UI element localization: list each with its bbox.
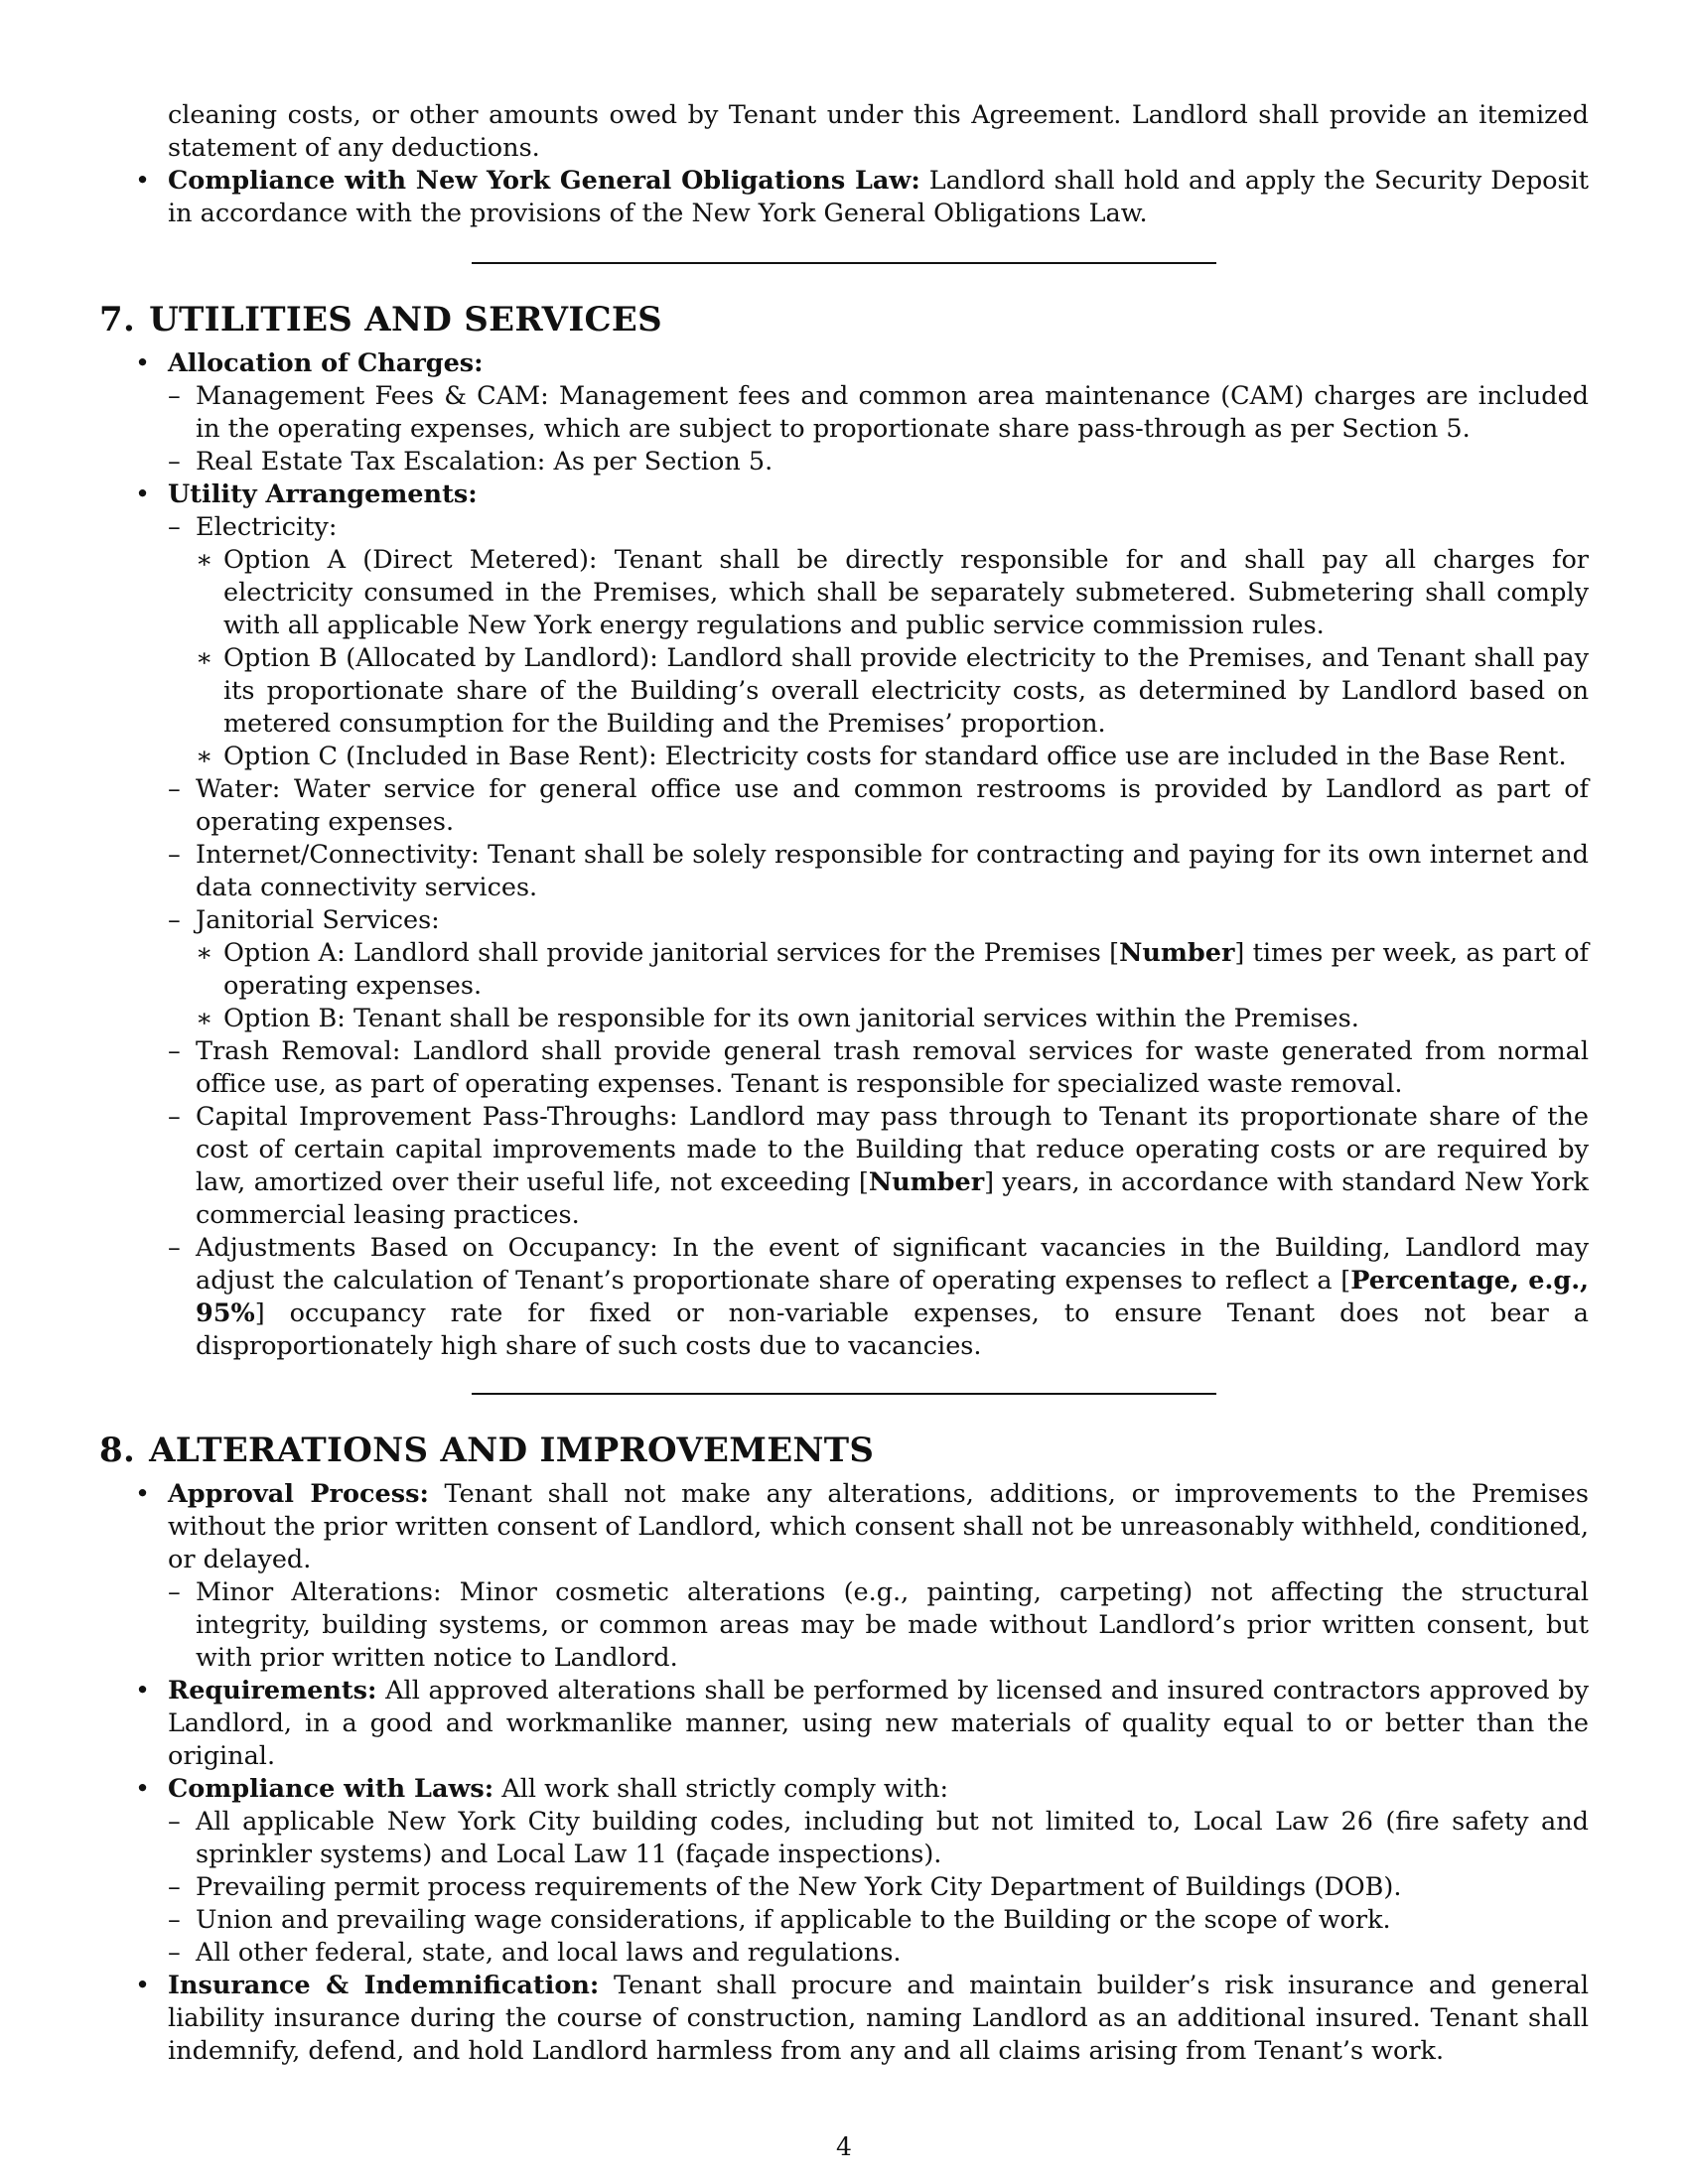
section-number: 8. xyxy=(99,1431,136,1470)
list-item xyxy=(196,937,1589,1003)
list-item: ∗ Option C (Included in Base Rent): Electricity costs for standard office use are included in the Base Rent. xyxy=(196,741,1589,773)
sub-list xyxy=(168,511,1589,1363)
sub-sub-list xyxy=(196,937,1589,1035)
item-text: Tenant shall procure and maintain builder’s risk insurance and general liability insurance during the course of construction, naming Landlord as an additional insured. Tenant shall indemnify, defend, and hold Landlord harmless from any and all claims arising from Tenant’s work. xyxy=(168,1971,1589,2066)
bold-label: Allocation of Charges: xyxy=(168,348,484,378)
list-item xyxy=(168,511,1589,773)
bold-label: Utility Arrangements: xyxy=(168,479,478,509)
item-text: ] years, in accordance with standard New York commercial leasing practices. xyxy=(196,1167,1589,1230)
list-item xyxy=(99,1478,1589,1675)
list-item xyxy=(99,1773,1589,1970)
item-text: Option A: Landlord shall provide janitorial services for the Premises [ xyxy=(223,938,1120,968)
item-text: Tenant shall not make any alterations, additions, or improvements to the Premises without the prior written consent of Landlord, which consent shall not be unreasonably withheld, conditioned, or delayed. xyxy=(168,1479,1589,1574)
item-text: All approved alterations shall be performed by licensed and insured contractors approved by Landlord, in a good and workmanlike manner, using new materials of quality equal to or better than the original. xyxy=(168,1676,1589,1771)
list-item: – Real Estate Tax Escalation: As per Section 5. xyxy=(168,446,1589,478)
list-item xyxy=(168,1232,1589,1363)
bold-label: Compliance with Laws: xyxy=(168,1774,494,1804)
list-item xyxy=(99,1970,1589,2068)
list-item xyxy=(168,1101,1589,1232)
list-item xyxy=(99,478,1589,1363)
section-7-list xyxy=(99,347,1589,1363)
bold-label: Approval Process: xyxy=(168,1479,429,1509)
page-number: 4 xyxy=(836,2132,852,2161)
section-divider xyxy=(472,1393,1216,1395)
bold-label: Compliance with New York General Obligations Law: xyxy=(168,166,920,196)
placeholder-field: Number xyxy=(868,1167,985,1197)
sub-list xyxy=(168,1576,1589,1675)
section-divider xyxy=(472,262,1216,264)
section-title: ALTERATIONS AND IMPROVEMENTS xyxy=(149,1431,875,1470)
list-item xyxy=(168,904,1589,1035)
bold-label: Insurance & Indemnification: xyxy=(168,1971,600,2000)
section-heading xyxy=(99,300,1589,340)
item-text: Landlord shall hold and apply the Security Deposit in accordance with the provisions of the New York General Obligations Law. xyxy=(168,166,1589,228)
list-item: ∗ Option A (Direct Metered): Tenant shall be directly responsible for and shall pay all charges for electricity consumed in the Premises, which shall be separately submetered. Submetering shall comply with all applicable New York energy regulations and public service commission rules. xyxy=(196,544,1589,642)
section-title: UTILITIES AND SERVICES xyxy=(149,300,662,340)
bold-label: Requirements: xyxy=(168,1676,377,1706)
list-item: – Minor Alterations: Minor cosmetic alterations (e.g., painting, carpeting) not affecting the structural integrity, building systems, or common areas may be made without Landlord’s prior written consent, but with prior written notice to Landlord. xyxy=(168,1576,1589,1675)
list-item: – Internet/Connectivity: Tenant shall be solely responsible for contracting and paying for its own internet and data connectivity services. xyxy=(168,839,1589,904)
item-text: Electricity: xyxy=(196,512,338,542)
item-text: Capital Improvement Pass-Throughs: Landlord may pass through to Tenant its proportionate share of the cost of certain capital improvements made to the Building that reduce operating costs or are required by law, amortized over their useful life, not exceeding [ xyxy=(196,1102,1589,1197)
list-item: – All applicable New York City building codes, including but not limited to, Local Law 26 (fire safety and sprinkler systems) and Local Law 11 (façade inspections). xyxy=(168,1806,1589,1871)
list-item: – Prevailing permit process requirements of the New York City Department of Buildings (DOB). xyxy=(168,1871,1589,1904)
list-item: – Water: Water service for general office use and common restrooms is provided by Landlord as part of operating expenses. xyxy=(168,773,1589,839)
security-deposit-list xyxy=(99,165,1589,230)
placeholder-field: Number xyxy=(1119,938,1235,968)
list-item: ∗ Option B: Tenant shall be responsible for its own janitorial services within the Premises. xyxy=(196,1003,1589,1035)
item-text: ] occupancy rate for fixed or non-variable expenses, to ensure Tenant does not bear a disproportionately high share of such costs due to vacancies. xyxy=(196,1298,1589,1361)
item-text: All work shall strictly comply with: xyxy=(493,1774,949,1804)
placeholder-field: Percentage, e.g., 95% xyxy=(196,1266,1589,1328)
item-text: ] times per week, as part of operating expenses. xyxy=(223,938,1589,1001)
item-text: Janitorial Services: xyxy=(196,905,440,935)
section-8-list xyxy=(99,1478,1589,2068)
sub-list xyxy=(168,380,1589,478)
list-item xyxy=(99,165,1589,230)
list-item xyxy=(99,1675,1589,1773)
list-item: – All other federal, state, and local laws and regulations. xyxy=(168,1937,1589,1970)
section-heading xyxy=(99,1431,1589,1470)
page-content xyxy=(99,99,1589,2068)
security-deposit-continuation: cleaning costs, or other amounts owed by Tenant under this Agreement. Landlord shall provide an itemized statement of any deductions. xyxy=(168,100,1589,163)
sub-list xyxy=(168,1806,1589,1970)
list-item: – Union and prevailing wage considerations, if applicable to the Building or the scope of work. xyxy=(168,1904,1589,1937)
section-number: 7. xyxy=(99,300,136,340)
list-item: – Trash Removal: Landlord shall provide general trash removal services for waste generated from normal office use, as part of operating expenses. Tenant is responsible for specialized waste removal. xyxy=(168,1035,1589,1101)
list-item: ∗ Option B (Allocated by Landlord): Landlord shall provide electricity to the Premises, and Tenant shall pay its proportionate share of the Building’s overall electricity costs, as determined by Landlord based on metered consumption for the Building and the Premises’ proportion. xyxy=(196,642,1589,741)
sub-sub-list xyxy=(196,544,1589,773)
item-text: Adjustments Based on Occupancy: In the event of significant vacancies in the Building, Landlord may adjust the calculation of Tenant’s proportionate share of operating expenses to reflect a [ xyxy=(196,1233,1589,1296)
list-item: – Management Fees & CAM: Management fees and common area maintenance (CAM) charges are included in the operating expenses, which are subject to proportionate share pass-through as per Section 5. xyxy=(168,380,1589,446)
list-item xyxy=(99,347,1589,478)
